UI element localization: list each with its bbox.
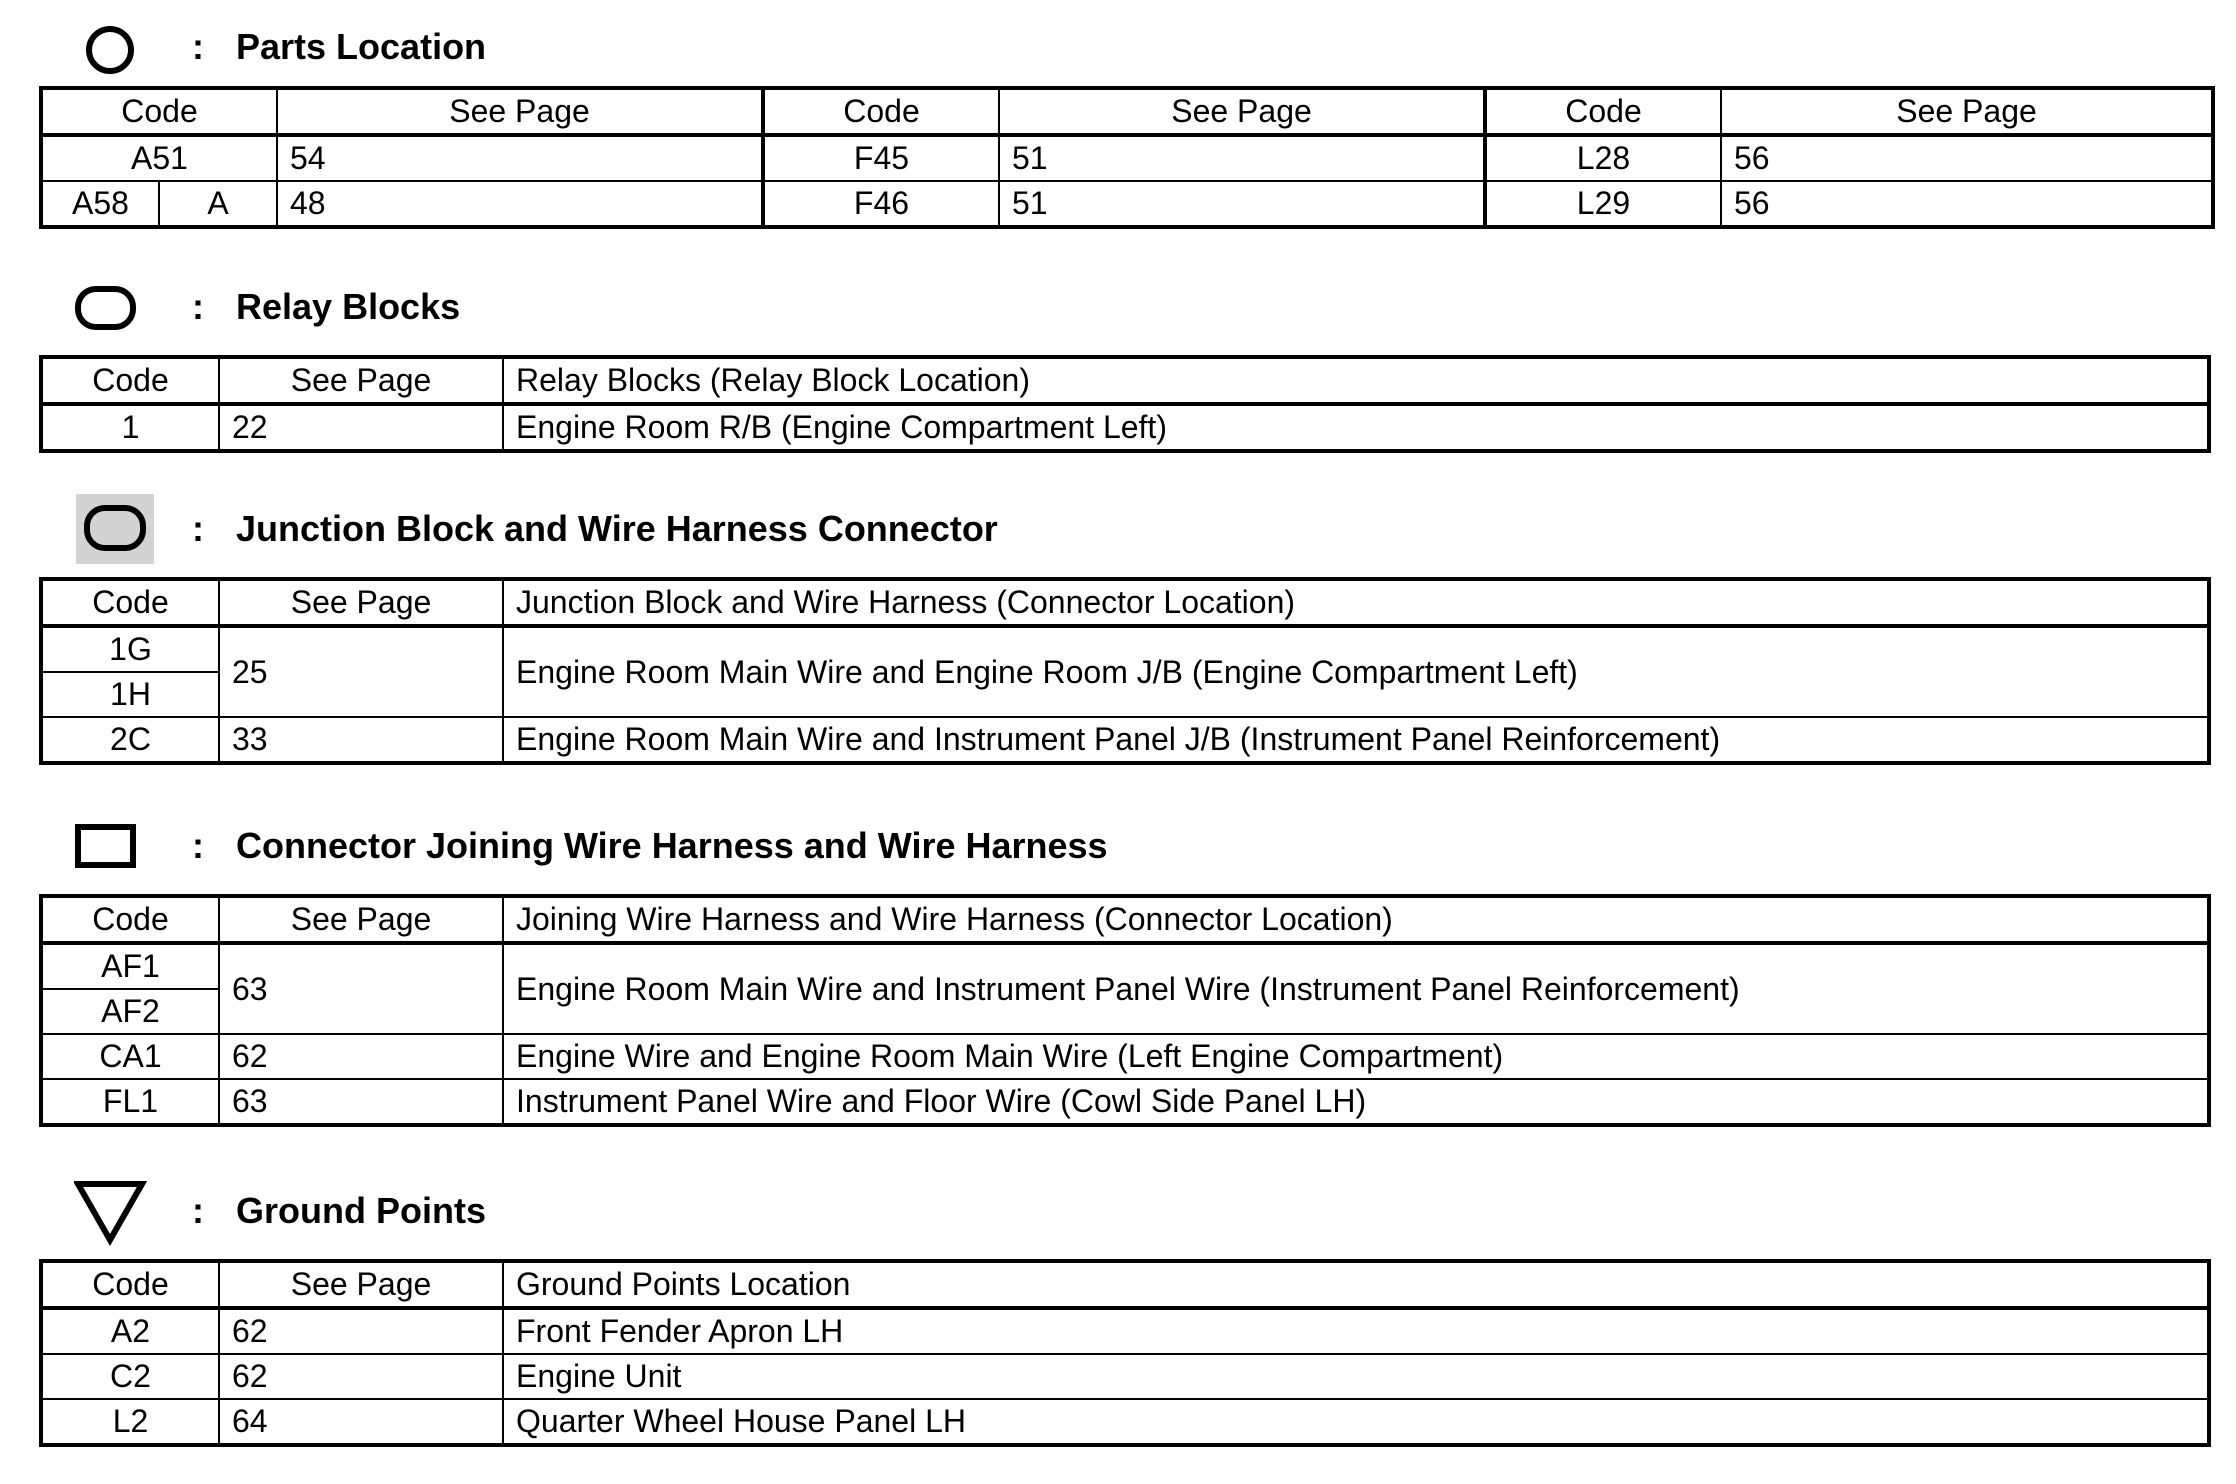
table-header-row [41, 579, 2209, 626]
page-cell: 56 [1721, 135, 2213, 181]
description-cell: Engine Room Main Wire and Instrument Panel Wire (Instrument Panel Reinforcement) [503, 943, 2209, 1034]
code-cell: L2 [41, 1399, 219, 1445]
column-header: Code [1485, 88, 1721, 135]
page-cell: 56 [1721, 181, 2213, 227]
page-cell: 48 [277, 181, 763, 227]
column-header: Code [41, 1261, 219, 1308]
page-cell: 25 [219, 626, 503, 717]
rounded-rectangle-icon [74, 278, 140, 338]
column-header: See Page [999, 88, 1485, 135]
code-cell: A58 [41, 181, 159, 227]
code-cell: 1G [41, 626, 219, 672]
shaded-rounded-rectangle-icon [74, 500, 140, 560]
table-row [41, 1354, 2209, 1399]
section-title: Ground Points [236, 1190, 486, 1231]
section-title: Relay Blocks [236, 286, 461, 327]
page-cell: 62 [219, 1308, 503, 1354]
column-header: Joining Wire Harness and Wire Harness (Connector Location) [503, 896, 2209, 943]
section-title: Connector Joining Wire Harness and Wire Harness [236, 825, 1108, 866]
description-cell: Engine Unit [503, 1354, 2209, 1399]
column-header: Code [763, 88, 999, 135]
table-row [41, 135, 2213, 181]
code-cell: 2C [41, 717, 219, 763]
colon: : [192, 825, 204, 866]
code-cell: 1 [41, 404, 219, 451]
table-row [41, 1308, 2209, 1354]
table-header-row [41, 357, 2209, 404]
code-cell: AF2 [41, 989, 219, 1034]
page-cell: 63 [219, 943, 503, 1034]
ground-points-table [39, 1259, 2211, 1447]
table-row [41, 717, 2209, 763]
ground-points-heading [0, 1182, 2236, 1242]
code-cell: F46 [763, 181, 999, 227]
column-header: See Page [277, 88, 763, 135]
code-cell: FL1 [41, 1079, 219, 1125]
page-cell: 22 [219, 404, 503, 451]
code-cell: C2 [41, 1354, 219, 1399]
column-header: See Page [219, 357, 503, 404]
junction-block-table [39, 577, 2211, 765]
table-row [41, 1399, 2209, 1445]
column-header: See Page [219, 579, 503, 626]
page-cell: 62 [219, 1034, 503, 1079]
rectangle-icon [74, 817, 140, 877]
colon: : [192, 508, 204, 549]
page-cell: 64 [219, 1399, 503, 1445]
description-cell: Engine Room Main Wire and Instrument Panel J/B (Instrument Panel Reinforcement) [503, 717, 2209, 763]
table-header-row [41, 896, 2209, 943]
connector-joining-table [39, 894, 2211, 1127]
table-row [41, 404, 2209, 451]
table-row [41, 1079, 2209, 1125]
page-cell: 62 [219, 1354, 503, 1399]
code-cell: F45 [763, 135, 999, 181]
colon: : [192, 286, 204, 327]
page-cell: 51 [999, 181, 1485, 227]
code-cell: L29 [1485, 181, 1721, 227]
column-header: Code [41, 579, 219, 626]
section-title: Parts Location [236, 26, 487, 67]
column-header: Code [41, 896, 219, 943]
column-header: See Page [219, 896, 503, 943]
code-cell: CA1 [41, 1034, 219, 1079]
code-cell: A51 [41, 135, 277, 181]
column-header: Junction Block and Wire Harness (Connector Location) [503, 579, 2209, 626]
description-cell: Engine Room R/B (Engine Compartment Left) [503, 404, 2209, 451]
relay-blocks-heading [0, 278, 2236, 338]
code-cell: L28 [1485, 135, 1721, 181]
page-cell: 33 [219, 717, 503, 763]
page-cell: 51 [999, 135, 1485, 181]
table-row [41, 626, 2209, 672]
relay-blocks-table [39, 355, 2211, 453]
page-cell: 63 [219, 1079, 503, 1125]
column-header: See Page [1721, 88, 2213, 135]
description-cell: Quarter Wheel House Panel LH [503, 1399, 2209, 1445]
column-header: See Page [219, 1261, 503, 1308]
section-title: Junction Block and Wire Harness Connector [236, 508, 998, 549]
description-cell: Engine Room Main Wire and Engine Room J/B (Engine Compartment Left) [503, 626, 2209, 717]
table-row [41, 943, 2209, 989]
parts-location-table [39, 86, 2215, 229]
connector-joining-heading [0, 817, 2236, 877]
table-row [41, 1034, 2209, 1079]
description-cell: Engine Wire and Engine Room Main Wire (Left Engine Compartment) [503, 1034, 2209, 1079]
column-header: Code [41, 357, 219, 404]
column-header: Ground Points Location [503, 1261, 2209, 1308]
table-row [41, 181, 2213, 227]
description-cell: Instrument Panel Wire and Floor Wire (Cowl Side Panel LH) [503, 1079, 2209, 1125]
colon: : [192, 1190, 204, 1231]
junction-block-heading [0, 500, 2236, 560]
parts-location-heading [0, 18, 2236, 78]
colon: : [192, 26, 204, 67]
page-cell: 54 [277, 135, 763, 181]
circle-icon [74, 18, 140, 78]
code-cell: A2 [41, 1308, 219, 1354]
column-header: Relay Blocks (Relay Block Location) [503, 357, 2209, 404]
table-header-row [41, 1261, 2209, 1308]
column-header: Code [41, 88, 277, 135]
sub-code-cell: A [159, 181, 277, 227]
down-triangle-icon [74, 1182, 140, 1242]
code-cell: AF1 [41, 943, 219, 989]
code-cell: 1H [41, 672, 219, 717]
description-cell: Front Fender Apron LH [503, 1308, 2209, 1354]
table-header-row [41, 88, 2213, 135]
